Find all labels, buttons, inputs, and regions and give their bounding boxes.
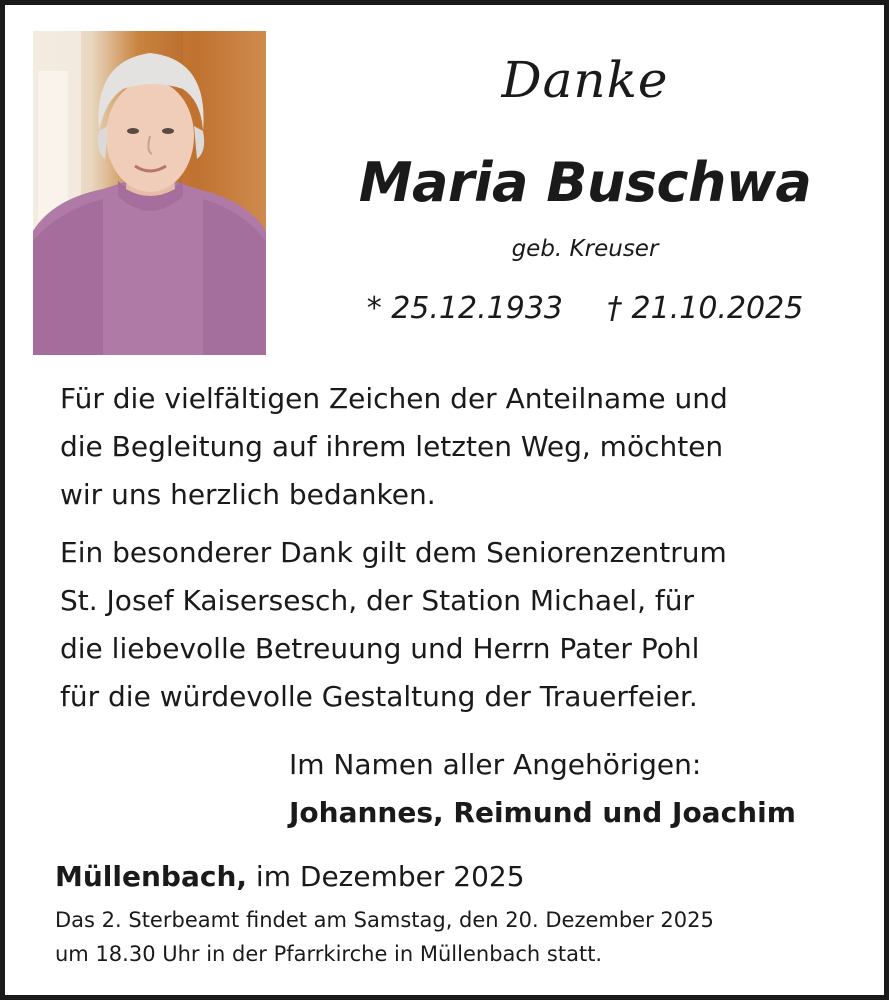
text-line: die Begleitung auf ihrem letzten Weg, möchten — [60, 430, 724, 463]
birth-date: * 25.12.1933 — [366, 291, 563, 326]
life-dates — [305, 289, 865, 329]
portrait-illustration — [33, 31, 266, 355]
text-line: wir uns herzlich bedanken. — [60, 478, 436, 511]
notice-line: um 18.30 Uhr in der Pfarrkirche in Müllenbach statt. — [55, 942, 603, 966]
maiden-name: geb. Kreuser — [511, 236, 659, 262]
signature-intro: Im Namen aller Angehörigen: — [289, 748, 702, 781]
special-thanks-paragraph — [60, 529, 860, 721]
place-date-line — [55, 855, 855, 899]
thanks-paragraph — [60, 375, 860, 519]
text-line: Für die vielfältigen Zeichen der Anteilname und — [60, 382, 728, 415]
notice-line: Das 2. Sterbeamt findet am Samstag, den 20. Dezember 2025 — [55, 908, 714, 932]
text-line: die liebevolle Betreuung und Herrn Pater Pohl — [60, 632, 700, 665]
month-year: im Dezember 2025 — [247, 860, 525, 893]
text-line: St. Josef Kaisersesch, der Station Michael, für — [60, 584, 695, 617]
text-line: Ein besonderer Dank gilt dem Seniorenzentrum — [60, 536, 727, 569]
death-date: † 21.10.2025 — [607, 291, 804, 326]
place-name: Müllenbach, — [55, 860, 248, 893]
mass-notice — [55, 903, 875, 971]
heading-thanks: Danke — [501, 51, 669, 109]
signature-names: Johannes, Reimund und Joachim — [289, 796, 796, 829]
text-line: für die würdevolle Gestaltung der Trauerfeier. — [60, 680, 698, 713]
deceased-name: Maria Buschwa — [358, 151, 812, 214]
portrait-photo — [33, 31, 266, 355]
